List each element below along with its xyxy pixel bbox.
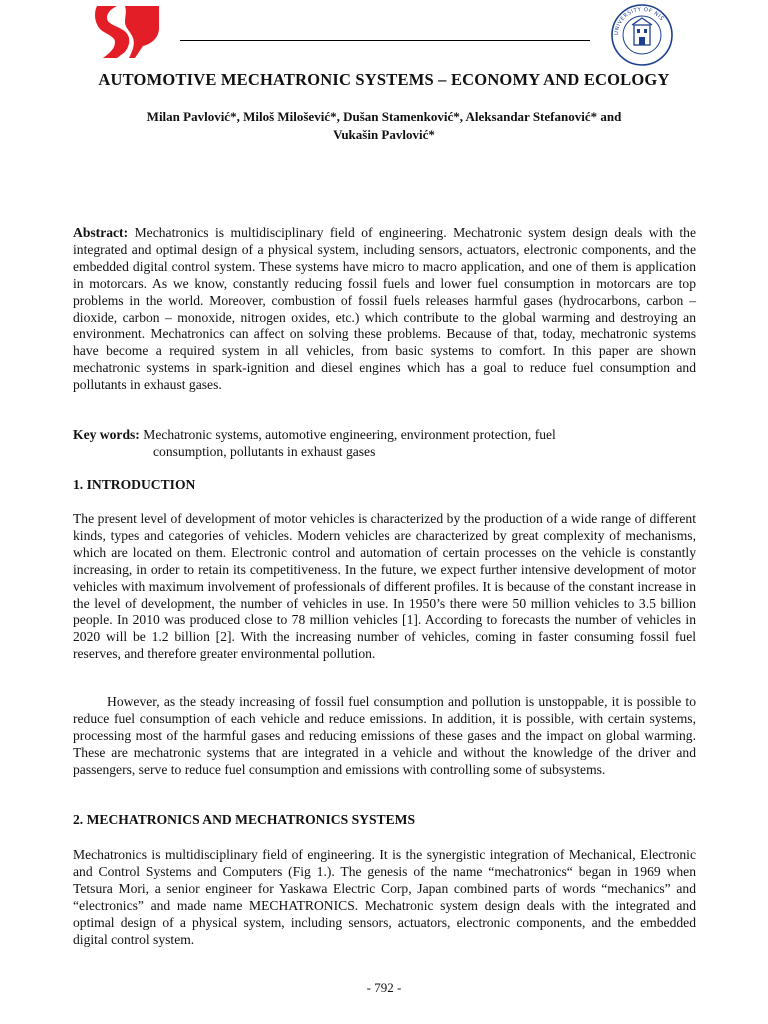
keywords-line-2: consumption, pollutants in exhaust gases [153,443,376,459]
keywords-block [73,427,696,461]
abstract-label: Abstract: [73,225,129,240]
keywords-line-1: Mechatronic systems, automotive engineering, environment protection, fuel [143,427,556,442]
intro-paragraph-2: However, as the steady increasing of fossil fuel consumption and pollution is unstoppable, it is possible to reduce fuel consumption of each vehicle and reduce emissions. In addition, it is possible, with certain systems, processing most of the harmful gases and reducing emissions of these gases and the impact on global warming. These are mechatronic systems that are integrated in a vehicle and without the knowledge of the driver and passengers, serve to reduce fuel consumption and emissions with controlling some of subsystems. [73,694,696,777]
seal-text: UNIVERSITY OF NIŠ [613,6,665,36]
author-line-1: Milan Pavlović*, Miloš Milošević*, Dušan Stamenković*, Aleksandar Stefanović* and [146,109,622,124]
conference-logo-icon [95,4,161,60]
intro-paragraph-1: The present level of development of motor vehicles is characterized by the production of a wide range of different kinds, types and categories of vehicles. Modern vehicles are characterized by great complexity of mechanisms, which are located on them. Electronic control and automation of certain processes on the vehicle is constantly increasing, in order to retain its competitiveness. In the future, we expect further intensive development of motor vehicles with maximum involvement of professionals of different profiles. It is because of the constant increase in the level of development, the number of vehicles in use. In 1950’s there were 50 million vehicles to 3.5 billion people. In 2010 was produced close to 78 million vehicles [1]. According to forecasts the number of vehicles in 2020 will be 1.2 billion [2]. With the increasing number of vehicles, coming in faster consuming fossil fuel reserves, and therefore greater environmental pollution. [73,511,696,662]
keywords-label: Key words: [73,427,140,442]
paper-title: AUTOMOTIVE MECHATRONIC SYSTEMS – ECONOMY AND ECOLOGY [98,70,670,89]
abstract-paragraph [73,225,696,394]
section-heading-introduction: 1. INTRODUCTION [73,477,196,492]
university-seal-icon [610,3,674,67]
mechatronics-paragraph-1: Mechatronics is multidisciplinary field of engineering. It is the synergistic integration of Mechanical, Electronic and Control Systems and Computers (Fig 1.). The genesis of the name “mechatronics“ began in 1969 when Tetsura Mori, a senior engineer for Yaskawa Electric Corp, Japan combined parts of words “mechanics” and “electronics” and made name MECHATRONICS. Mechatronic system design deals with the integrated and optimal design of a physical system, including sensors, actuators, electronic components, and the embedded digital control system. [73,847,696,947]
header-rule [180,40,590,41]
abstract-text: Mechatronics is multidisciplinary field of engineering. Mechatronic system design deals with the integrated and optimal design of a physical system, including sensors, actuators, electronic components, and the embedded digital control system. These systems have micro to macro application, and one of them is application in motorcars. As we know, constantly reducing fossil fuels and lower fuel consumption in motorcars are top problems in the world. Moreover, combustion of fossil fuels releases harmful gases (hydrocarbons, carbon – dioxide, carbon – monoxide, nitrogen oxides, etc.) which contribute to the global warming and destroying an environment. Mechatronics can affect on solving these problems. Because of that, today, mechatronic systems have become a required system in all vehicles, from basic systems to comfort. In this paper are shown mechatronic systems in spark-ignition and diesel engines which has a goal to reduce fuel consumption and pollutants in exhaust gases. [73,225,696,393]
author-list [80,108,688,144]
page-number: - 792 - [366,980,402,995]
section-heading-mechatronics: 2. MECHATRONICS AND MECHATRONICS SYSTEMS [73,812,416,827]
author-line-2: Vukašin Pavlović* [333,127,435,142]
